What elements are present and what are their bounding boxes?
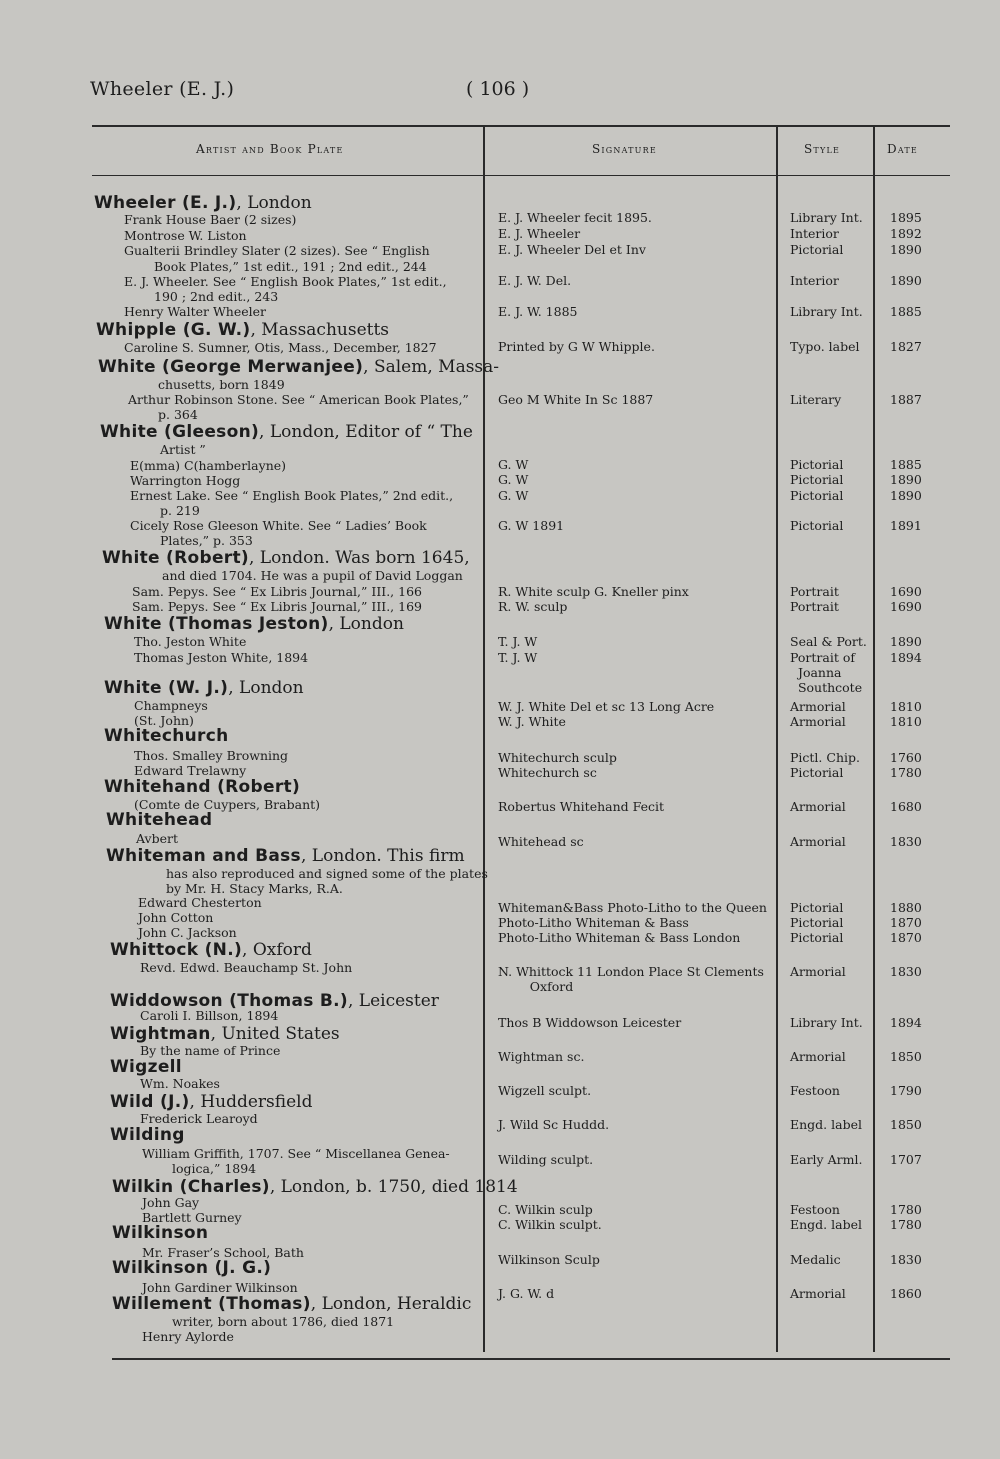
running-head: Wheeler (E. J.)	[90, 78, 235, 100]
signature-cell: R. White sculp G. Kneller pinx	[498, 584, 689, 599]
artist-name: Wilkinson	[112, 1223, 209, 1243]
artist-heading	[110, 1125, 185, 1145]
artist-name: Whitehead	[106, 810, 213, 830]
book-plate-entry: E(mma) C(hamberlayne)	[130, 458, 287, 473]
book-plate-entry: Henry Walter Wheeler	[124, 304, 267, 319]
artist-heading	[112, 1223, 208, 1243]
date-cell: 1850	[890, 1117, 922, 1132]
date-cell: 1870	[890, 930, 922, 945]
date-cell: 1860	[890, 1286, 922, 1301]
artist-name: Wilkinson (J. G.)	[112, 1258, 272, 1278]
book-plate-entry: by Mr. H. Stacy Marks, R.A.	[166, 881, 343, 896]
book-plate-entry: and died 1704. He was a pupil of David Loggan	[162, 568, 463, 583]
date-cell: 1680	[890, 799, 922, 814]
style-cell: Armorial	[790, 1049, 846, 1064]
style-cell: Engd. label	[790, 1217, 862, 1232]
date-cell: 1830	[890, 1252, 922, 1267]
date-cell: 1891	[890, 518, 922, 533]
book-plate-entry: Frederick Learoyd	[140, 1111, 258, 1126]
book-plate-entry: John Cotton	[138, 910, 214, 925]
book-plate-entry: p. 364	[158, 407, 198, 422]
artist-name: White (W. J.)	[104, 678, 229, 698]
date-cell: 1690	[890, 599, 922, 614]
date-cell: 1810	[890, 699, 922, 714]
signature-cell: Thos B Widdowson Leicester	[498, 1015, 682, 1030]
signature-cell: N. Whittock 11 London Place St Clements	[498, 964, 764, 979]
style-cell: Typo. label	[790, 339, 860, 354]
book-plate-entry: John C. Jackson	[138, 925, 237, 940]
book-plate-entry: John Gardiner Wilkinson	[142, 1280, 298, 1295]
book-plate-entry: John Gay	[142, 1195, 200, 1210]
signature-cell: C. Wilkin sculpt.	[498, 1217, 602, 1232]
style-cell: Interior	[790, 273, 839, 288]
artist-heading	[106, 810, 212, 830]
date-cell: 1890	[890, 634, 922, 649]
signature-cell: E. J. Wheeler fecit 1895.	[498, 210, 652, 225]
artist-name: Widdowson (Thomas B.)	[110, 991, 348, 1011]
artist-location: , London. This firm	[300, 846, 465, 866]
table-bottom-rule	[112, 1358, 950, 1360]
book-plate-entry: (St. John)	[134, 713, 194, 728]
artist-location: , Huddersfield	[189, 1092, 313, 1112]
date-cell: 1885	[890, 304, 922, 319]
style-cell: Pictorial	[790, 915, 844, 930]
artist-name: Wilding	[110, 1125, 185, 1145]
date-cell: 1894	[890, 1015, 922, 1030]
artist-name: Whiteman and Bass	[106, 846, 301, 866]
signature-cell: Photo-Litho Whiteman & Bass	[498, 915, 689, 930]
date-cell: 1885	[890, 457, 922, 472]
artist-name: White (Robert)	[102, 548, 249, 568]
signature-cell: G. W	[498, 472, 529, 487]
signature-cell: Robertus Whitehand Fecit	[498, 799, 665, 814]
column-header-artist: Artist and Book Plate	[196, 142, 344, 156]
artist-heading	[110, 940, 312, 960]
book-plate-entry: William Griffith, 1707. See “ Miscellanea Genea-	[142, 1146, 450, 1161]
column-divider-style	[776, 127, 778, 1352]
book-plate-entry: Caroline S. Sumner, Otis, Mass., December, 1827	[124, 340, 437, 355]
artist-name: Wigzell	[110, 1057, 182, 1077]
signature-cell: Wilding sculpt.	[498, 1152, 594, 1167]
artist-heading	[112, 1258, 271, 1278]
artist-name: Wheeler (E. J.)	[94, 193, 237, 213]
style-cell: Festoon	[790, 1202, 840, 1217]
signature-cell: Whiteman&Bass Photo-Litho to the Queen	[498, 900, 767, 915]
signature-cell: Whitechurch sc	[498, 765, 597, 780]
signature-cell: Printed by G W Whipple.	[498, 339, 655, 354]
date-cell: 1760	[890, 750, 922, 765]
signature-cell: Photo-Litho Whiteman & Bass London	[498, 930, 741, 945]
date-cell: 1810	[890, 714, 922, 729]
artist-location: , Massachusetts	[250, 320, 390, 340]
style-cell: Armorial	[790, 714, 846, 729]
signature-cell: J. G. W. d	[498, 1286, 555, 1301]
artist-location: , London. Was born 1645,	[248, 548, 470, 568]
date-cell: 1890	[890, 273, 922, 288]
style-cell: Library Int.	[790, 1015, 863, 1030]
book-plate-entry: Cicely Rose Gleeson White. See “ Ladies’ Book	[130, 518, 427, 533]
date-cell: 1890	[890, 488, 922, 503]
artist-heading	[104, 614, 404, 634]
artist-location: , Leicester	[347, 991, 439, 1011]
artist-name: Whipple (G. W.)	[96, 320, 251, 340]
book-plate-entry: Sam. Pepys. See “ Ex Libris Journal,” III., 166	[132, 584, 422, 599]
artist-heading	[112, 1177, 518, 1197]
book-plate-entry: Thomas Jeston White, 1894	[134, 650, 309, 665]
date-cell: 1894	[890, 650, 922, 665]
signature-cell: E. J. Wheeler Del et Inv	[498, 242, 646, 257]
style-cell: Pictorial	[790, 765, 844, 780]
book-plate-entry: chusetts, born 1849	[158, 377, 285, 392]
book-plate-entry: Artist ”	[160, 442, 206, 457]
book-plate-entry: Sam. Pepys. See “ Ex Libris Journal,” III., 169	[132, 599, 422, 614]
book-plate-entry: Avbert	[136, 831, 178, 846]
book-plate-entry: Revd. Edwd. Beauchamp St. John	[140, 960, 353, 975]
style-cell: Library Int.	[790, 304, 863, 319]
date-cell: 1790	[890, 1083, 922, 1098]
style-cell: Early Arml.	[790, 1152, 863, 1167]
signature-cell: C. Wilkin sculp	[498, 1202, 593, 1217]
book-plate-entry: By the name of Prince	[140, 1043, 281, 1058]
style-cell: Pictorial	[790, 488, 844, 503]
artist-location: , London, Editor of “ The	[259, 422, 473, 442]
date-cell: 1830	[890, 964, 922, 979]
style-cell: Armorial	[790, 799, 846, 814]
date-cell: 1830	[890, 834, 922, 849]
book-plate-entry: Frank House Baer (2 sizes)	[124, 212, 297, 227]
signature-cell: J. Wild Sc Huddd.	[498, 1117, 610, 1132]
style-cell: Literary	[790, 392, 842, 407]
signature-cell: E. J. Wheeler	[498, 226, 581, 241]
date-cell: 1887	[890, 392, 922, 407]
date-cell: 1890	[890, 472, 922, 487]
date-cell: 1890	[890, 242, 922, 257]
signature-cell: Oxford	[498, 979, 574, 994]
style-cell: Library Int.	[790, 210, 863, 225]
style-cell: Medalic	[790, 1252, 841, 1267]
signature-cell: T. J. W	[498, 650, 538, 665]
book-plate-entry: Bartlett Gurney	[142, 1210, 242, 1225]
signature-cell: Whitehead sc	[498, 834, 584, 849]
style-cell: Armorial	[790, 699, 846, 714]
column-divider-signature	[483, 127, 485, 1352]
style-cell: Armorial	[790, 964, 846, 979]
artist-name: Wild (J.)	[110, 1092, 190, 1112]
artist-location: , London	[236, 193, 312, 213]
style-cell: Interior	[790, 226, 839, 241]
artist-heading	[102, 548, 470, 568]
signature-cell: E. J. W. Del.	[498, 273, 572, 288]
artist-location: , Oxford	[242, 940, 312, 960]
artist-heading	[110, 1092, 313, 1112]
date-cell: 1690	[890, 584, 922, 599]
book-plate-entry: Edward Chesterton	[138, 895, 262, 910]
artist-name: Whitechurch	[104, 726, 229, 746]
style-cell: Pictorial	[790, 472, 844, 487]
column-header-signature: Signature	[592, 142, 657, 156]
style-cell: Pictorial	[790, 900, 844, 915]
header-bottom-rule	[92, 175, 950, 176]
book-plate-entry: Book Plates,” 1st edit., 191 ; 2nd edit., 244	[154, 259, 427, 274]
book-plate-entry: Arthur Robinson Stone. See “ American Book Plates,”	[128, 392, 469, 407]
style-cell: Pictl. Chip.	[790, 750, 860, 765]
artist-heading	[110, 1024, 340, 1044]
style-cell: Armorial	[790, 1286, 846, 1301]
style-cell: Southcote	[790, 680, 863, 695]
column-header-date: Date	[887, 142, 918, 156]
artist-location: , United States	[210, 1024, 340, 1044]
artist-heading	[98, 357, 499, 377]
artist-name: Whitehand (Robert)	[104, 777, 301, 797]
date-cell: 1892	[890, 226, 922, 241]
book-plate-entry: Wm. Noakes	[140, 1076, 220, 1091]
style-cell: Portrait	[790, 584, 839, 599]
signature-cell: Whitechurch sculp	[498, 750, 617, 765]
signature-cell: E. J. W. 1885	[498, 304, 578, 319]
signature-cell: Wilkinson Sculp	[498, 1252, 600, 1267]
style-cell: Pictorial	[790, 518, 844, 533]
date-cell: 1870	[890, 915, 922, 930]
book-plate-entry: writer, born about 1786, died 1871	[172, 1314, 395, 1329]
style-cell: Pictorial	[790, 242, 844, 257]
artist-location: , London	[328, 614, 404, 634]
date-cell: 1827	[890, 339, 922, 354]
book-plate-entry: has also reproduced and signed some of the plates	[166, 866, 488, 881]
book-plate-entry: Ernest Lake. See “ English Book Plates,” 2nd edit.,	[130, 488, 454, 503]
book-plate-entry: Mr. Fraser’s School, Bath	[142, 1245, 304, 1260]
signature-cell: Geo M White In Sc 1887	[498, 392, 654, 407]
book-plate-entry: p. 219	[160, 503, 200, 518]
book-plate-entry: Caroli I. Billson, 1894	[140, 1008, 279, 1023]
page-number: ( 106 )	[466, 78, 530, 100]
signature-cell: T. J. W	[498, 634, 538, 649]
style-cell: Portrait of	[790, 650, 856, 665]
date-cell: 1895	[890, 210, 922, 225]
style-cell: Pictorial	[790, 930, 844, 945]
style-cell: Festoon	[790, 1083, 840, 1098]
signature-cell: R. W. sculp	[498, 599, 568, 614]
artist-location: , London, Heraldic	[310, 1294, 472, 1314]
style-cell: Joanna	[790, 665, 842, 680]
artist-name: Wilkin (Charles)	[112, 1177, 270, 1197]
book-plate-entry: Plates,” p. 353	[160, 533, 253, 548]
book-plate-entry: Henry Aylorde	[142, 1329, 234, 1344]
signature-cell: W. J. White	[498, 714, 566, 729]
artist-name: White (George Merwanjee)	[98, 357, 364, 377]
column-divider-date	[873, 127, 875, 1352]
date-cell: 1880	[890, 900, 922, 915]
artist-heading	[112, 1294, 471, 1314]
signature-cell: G. W	[498, 488, 529, 503]
signature-cell: Wigzell sculpt.	[498, 1083, 592, 1098]
style-cell: Seal & Port.	[790, 634, 867, 649]
style-cell: Engd. label	[790, 1117, 862, 1132]
signature-cell: G. W 1891	[498, 518, 565, 533]
artist-heading	[110, 1057, 182, 1077]
artist-location: , London, b. 1750, died 1814	[269, 1177, 518, 1197]
book-plate-entry: E. J. Wheeler. See “ English Book Plates,” 1st edit.,	[124, 274, 447, 289]
book-plate-entry: Thos. Smalley Browning	[134, 748, 289, 763]
style-cell: Pictorial	[790, 457, 844, 472]
column-header-style: Style	[804, 142, 840, 156]
signature-cell: G. W	[498, 457, 529, 472]
style-cell: Portrait	[790, 599, 839, 614]
book-plate-entry: logica,” 1894	[172, 1161, 257, 1176]
date-cell: 1780	[890, 1217, 922, 1232]
signature-cell: W. J. White Del et sc 13 Long Acre	[498, 699, 715, 714]
artist-name: Willement (Thomas)	[112, 1294, 311, 1314]
artist-heading	[94, 193, 312, 213]
artist-location: , London	[228, 678, 304, 698]
artist-name: White (Gleeson)	[100, 422, 260, 442]
date-cell: 1780	[890, 1202, 922, 1217]
book-plate-entry: 190 ; 2nd edit., 243	[154, 289, 279, 304]
artist-heading	[100, 422, 473, 442]
book-plate-entry: Gualterii Brindley Slater (2 sizes). See “ English	[124, 243, 430, 258]
artist-heading	[96, 320, 389, 340]
signature-cell: Wightman sc.	[498, 1049, 585, 1064]
book-plate-entry: (Comte de Cuypers, Brabant)	[134, 797, 321, 812]
artist-name: Whittock (N.)	[110, 940, 243, 960]
date-cell: 1707	[890, 1152, 922, 1167]
table-top-rule	[92, 125, 950, 127]
date-cell: 1850	[890, 1049, 922, 1064]
artist-name: White (Thomas Jeston)	[104, 614, 329, 634]
book-plate-entry: Warrington Hogg	[130, 473, 241, 488]
date-cell: 1780	[890, 765, 922, 780]
book-plate-entry: Edward Trelawny	[134, 763, 247, 778]
artist-name: Wightman	[110, 1024, 211, 1044]
artist-heading	[106, 846, 465, 866]
artist-heading	[104, 678, 304, 698]
book-plate-entry: Tho. Jeston White	[134, 634, 247, 649]
book-plate-entry: Champneys	[134, 698, 208, 713]
artist-heading	[104, 726, 228, 746]
artist-location: , Salem, Massa-	[363, 357, 500, 377]
style-cell: Armorial	[790, 834, 846, 849]
book-plate-entry: Montrose W. Liston	[124, 228, 247, 243]
artist-heading	[104, 777, 300, 797]
